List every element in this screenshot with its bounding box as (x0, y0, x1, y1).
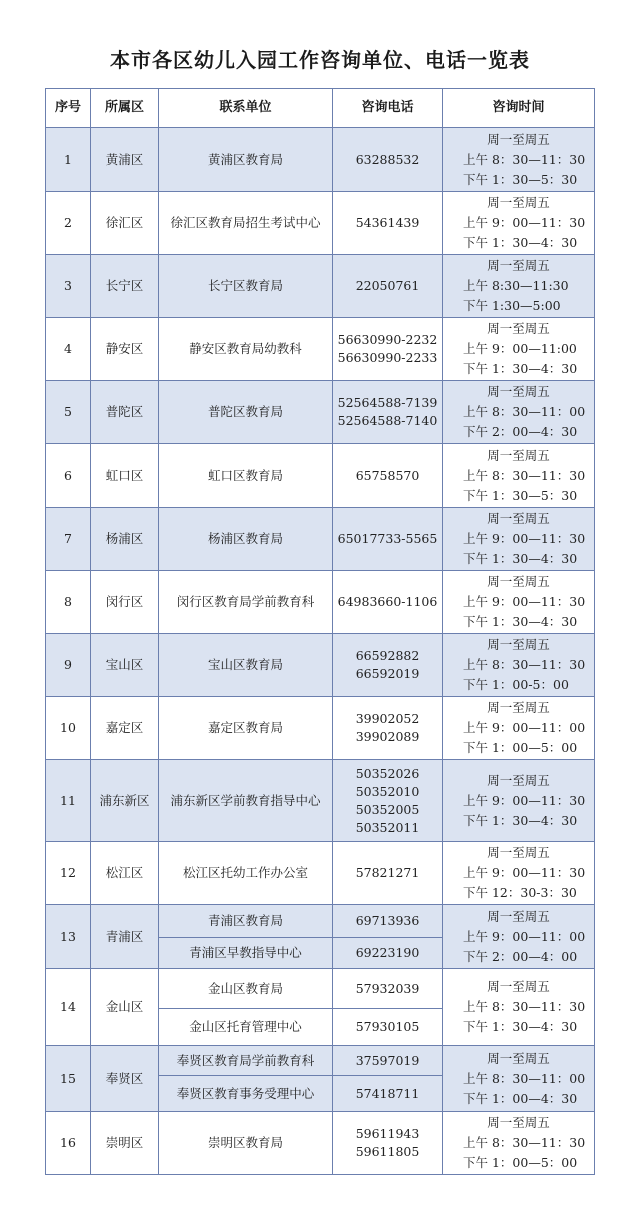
hours-period: 下午 1：30—5：30 (463, 487, 578, 503)
hours-period: 下午 1：30—5：30 (463, 171, 578, 187)
phone-number: 59611805 (355, 1144, 420, 1159)
row-district: 金山区 (91, 969, 159, 1046)
row-hours (443, 1046, 595, 1112)
hours-days: 周一至周五 (487, 700, 550, 715)
phone-number: 69223190 (355, 945, 420, 960)
row-district: 虹口区 (91, 444, 159, 508)
hours-period: 下午 1：00—5：00 (463, 740, 578, 755)
hours-days: 周一至周五 (487, 384, 550, 399)
row-hours (443, 508, 595, 571)
row-unit: 金山区托育管理中心 (159, 1009, 333, 1046)
hours-period: 上午 9：00—11：30 (463, 531, 586, 546)
table-row (46, 842, 595, 905)
row-unit: 青浦区教育局 (159, 905, 333, 938)
row-unit: 青浦区早教指导中心 (159, 938, 333, 969)
hours-period: 上午 9：00—11：30 (463, 865, 586, 880)
row-number: 12 (46, 842, 91, 905)
header-phone: 咨询电话 (333, 89, 443, 128)
phone-number: 39902052 (355, 711, 420, 726)
phone-number: 57418711 (355, 1085, 420, 1101)
row-district: 浦东新区 (91, 760, 159, 842)
row-number: 10 (46, 697, 91, 760)
row-hours (443, 318, 595, 381)
hours-period: 上午 9：00—11：30 (463, 792, 586, 808)
row-phones (333, 444, 443, 508)
hours-period: 上午 9：00—11：30 (463, 594, 586, 609)
table-row (46, 255, 595, 318)
row-phones (333, 634, 443, 697)
hours-period: 上午 8：30—11：30 (463, 467, 586, 483)
table-row (46, 905, 595, 938)
row-unit: 奉贤区教育局学前教育科 (159, 1046, 333, 1076)
hours-days: 周一至周五 (487, 637, 550, 652)
table-row (46, 969, 595, 1009)
hours-days: 周一至周五 (487, 979, 550, 994)
header-district: 所属区 (91, 89, 159, 128)
row-number: 4 (46, 318, 91, 381)
phone-number: 59611943 (355, 1126, 420, 1141)
row-district: 普陀区 (91, 381, 159, 444)
row-unit: 长宁区教育局 (159, 255, 333, 318)
row-district: 奉贤区 (91, 1046, 159, 1112)
row-unit: 宝山区教育局 (159, 634, 333, 697)
table-row (46, 634, 595, 697)
row-number: 9 (46, 634, 91, 697)
row-unit: 松江区托幼工作办公室 (159, 842, 333, 905)
row-phones (333, 697, 443, 760)
phone-number: 50352010 (355, 783, 420, 799)
phone-number: 57930105 (355, 1019, 420, 1034)
row-phones (333, 508, 443, 571)
row-unit: 浦东新区学前教育指导中心 (159, 760, 333, 842)
hours-period: 上午 8：30—11：30 (463, 151, 586, 167)
hours-period: 上午 9：00—11：00 (463, 928, 586, 944)
phone-number: 22050761 (355, 278, 420, 293)
row-number: 2 (46, 192, 91, 255)
hours-period: 下午 1：00-5：00 (463, 677, 569, 692)
row-hours (443, 905, 595, 969)
hours-days: 周一至周五 (487, 1115, 550, 1130)
row-number: 13 (46, 905, 91, 969)
row-unit: 金山区教育局 (159, 969, 333, 1009)
row-hours (443, 760, 595, 842)
table-header-row (46, 89, 595, 128)
hours-period: 下午 1：30—4：30 (463, 614, 578, 629)
hours-period: 上午 8：30—11：00 (463, 1070, 586, 1086)
row-unit: 闵行区教育局学前教育科 (159, 571, 333, 634)
hours-period: 上午 8：30—11：30 (463, 999, 586, 1014)
phone-number: 54361439 (355, 215, 420, 230)
row-district: 闵行区 (91, 571, 159, 634)
phone-number: 39902089 (355, 729, 420, 744)
row-phones (333, 842, 443, 905)
row-hours (443, 444, 595, 508)
row-unit: 杨浦区教育局 (159, 508, 333, 571)
table-row (46, 128, 595, 192)
row-unit: 崇明区教育局 (159, 1112, 333, 1175)
hours-period: 下午 1:30—5:00 (463, 298, 561, 313)
row-hours (443, 969, 595, 1046)
hours-period: 上午 8:30—11:30 (463, 278, 569, 293)
phone-number: 56630990-2232 (337, 332, 438, 347)
row-unit: 虹口区教育局 (159, 444, 333, 508)
hours-days: 周一至周五 (487, 845, 550, 860)
phone-number: 65017733-5565 (337, 531, 438, 546)
row-hours (443, 192, 595, 255)
header-unit: 联系单位 (159, 89, 333, 128)
table-row (46, 697, 595, 760)
row-unit: 黄浦区教育局 (159, 128, 333, 192)
row-district: 青浦区 (91, 905, 159, 969)
row-unit: 嘉定区教育局 (159, 697, 333, 760)
phone-number: 50352026 (355, 765, 420, 781)
row-phones (333, 1046, 443, 1076)
hours-period: 下午 2：00—4：30 (463, 424, 578, 439)
phone-number: 57932039 (355, 980, 420, 996)
hours-days: 周一至周五 (487, 131, 550, 147)
table-row (46, 318, 595, 381)
hours-period: 上午 9：00—11:00 (463, 341, 577, 356)
row-district: 黄浦区 (91, 128, 159, 192)
hours-period: 下午 1：30—4：30 (463, 551, 578, 566)
row-hours (443, 381, 595, 444)
row-phones (333, 938, 443, 969)
row-district: 松江区 (91, 842, 159, 905)
row-district: 宝山区 (91, 634, 159, 697)
phone-number: 37597019 (355, 1052, 420, 1068)
hours-period: 上午 8：30—11：30 (463, 657, 586, 672)
hours-period: 上午 9：00—11：00 (463, 720, 586, 735)
table-row (46, 444, 595, 508)
table-row (46, 508, 595, 571)
phone-number: 65758570 (355, 467, 420, 483)
phone-number: 56630990-2233 (337, 350, 438, 365)
row-district: 徐汇区 (91, 192, 159, 255)
hours-period: 下午 12：30-3：30 (463, 885, 577, 900)
phone-number: 52564588-7139 (337, 395, 438, 410)
row-phones (333, 1076, 443, 1112)
phone-number: 52564588-7140 (337, 413, 438, 428)
row-unit: 静安区教育局幼教科 (159, 318, 333, 381)
row-number: 14 (46, 969, 91, 1046)
hours-days: 周一至周五 (487, 772, 550, 788)
row-number: 11 (46, 760, 91, 842)
phone-number: 50352005 (355, 801, 420, 817)
header-time: 咨询时间 (443, 89, 595, 128)
row-number: 16 (46, 1112, 91, 1175)
hours-days: 周一至周五 (487, 511, 550, 526)
row-phones (333, 1009, 443, 1046)
hours-period: 下午 2：00—4：00 (463, 948, 578, 964)
row-number: 8 (46, 571, 91, 634)
header-no: 序号 (46, 89, 91, 128)
row-hours (443, 634, 595, 697)
hours-days: 周一至周五 (487, 1050, 550, 1066)
phone-number: 63288532 (355, 151, 420, 167)
phone-number: 66592882 (355, 648, 420, 663)
document-title: 本市各区幼儿入园工作咨询单位、电话一览表 (110, 48, 530, 72)
table-row (46, 1046, 595, 1076)
row-phones (333, 381, 443, 444)
row-hours (443, 128, 595, 192)
table-row (46, 1112, 595, 1175)
hours-days: 周一至周五 (487, 195, 550, 210)
row-hours (443, 571, 595, 634)
row-phones (333, 192, 443, 255)
row-phones (333, 905, 443, 938)
phone-number: 50352011 (355, 819, 420, 835)
hours-period: 下午 1：30—4：30 (463, 235, 578, 250)
contact-table (45, 88, 595, 1175)
row-phones (333, 969, 443, 1009)
table-row (46, 760, 595, 842)
row-number: 3 (46, 255, 91, 318)
row-number: 5 (46, 381, 91, 444)
hours-period: 上午 9：00—11：30 (463, 215, 586, 230)
row-phones (333, 128, 443, 192)
row-phones (333, 1112, 443, 1175)
row-district: 崇明区 (91, 1112, 159, 1175)
hours-period: 下午 1：00—4：30 (463, 1090, 578, 1106)
hours-period: 下午 1：30—4：30 (463, 812, 578, 828)
hours-period: 上午 8：30—11：00 (463, 404, 586, 419)
row-phones (333, 255, 443, 318)
hours-period: 上午 8：30—11：30 (463, 1135, 586, 1150)
row-hours (443, 842, 595, 905)
phone-number: 64983660-1106 (337, 594, 438, 609)
row-hours (443, 1112, 595, 1175)
row-district: 长宁区 (91, 255, 159, 318)
row-district: 嘉定区 (91, 697, 159, 760)
phone-number: 57821271 (355, 865, 420, 880)
table-body (46, 128, 595, 1175)
hours-period: 下午 1：30—4：30 (463, 361, 578, 376)
hours-period: 下午 1：00—5：00 (463, 1155, 578, 1170)
hours-days: 周一至周五 (487, 447, 550, 463)
row-number: 1 (46, 128, 91, 192)
phone-number: 69713936 (355, 913, 420, 928)
row-number: 15 (46, 1046, 91, 1112)
row-number: 6 (46, 444, 91, 508)
row-unit: 奉贤区教育事务受理中心 (159, 1076, 333, 1112)
row-phones (333, 318, 443, 381)
row-unit: 徐汇区教育局招生考试中心 (159, 192, 333, 255)
row-hours (443, 697, 595, 760)
table-row (46, 381, 595, 444)
table-row (46, 571, 595, 634)
row-phones (333, 571, 443, 634)
row-district: 杨浦区 (91, 508, 159, 571)
hours-days: 周一至周五 (487, 908, 550, 924)
row-hours (443, 255, 595, 318)
table-row (46, 192, 595, 255)
row-district: 静安区 (91, 318, 159, 381)
hours-period: 下午 1：30—4：30 (463, 1019, 578, 1034)
hours-days: 周一至周五 (487, 321, 550, 336)
phone-number: 66592019 (355, 666, 420, 681)
row-unit: 普陀区教育局 (159, 381, 333, 444)
hours-days: 周一至周五 (487, 258, 550, 273)
hours-days: 周一至周五 (487, 574, 550, 589)
row-number: 7 (46, 508, 91, 571)
row-phones (333, 760, 443, 842)
